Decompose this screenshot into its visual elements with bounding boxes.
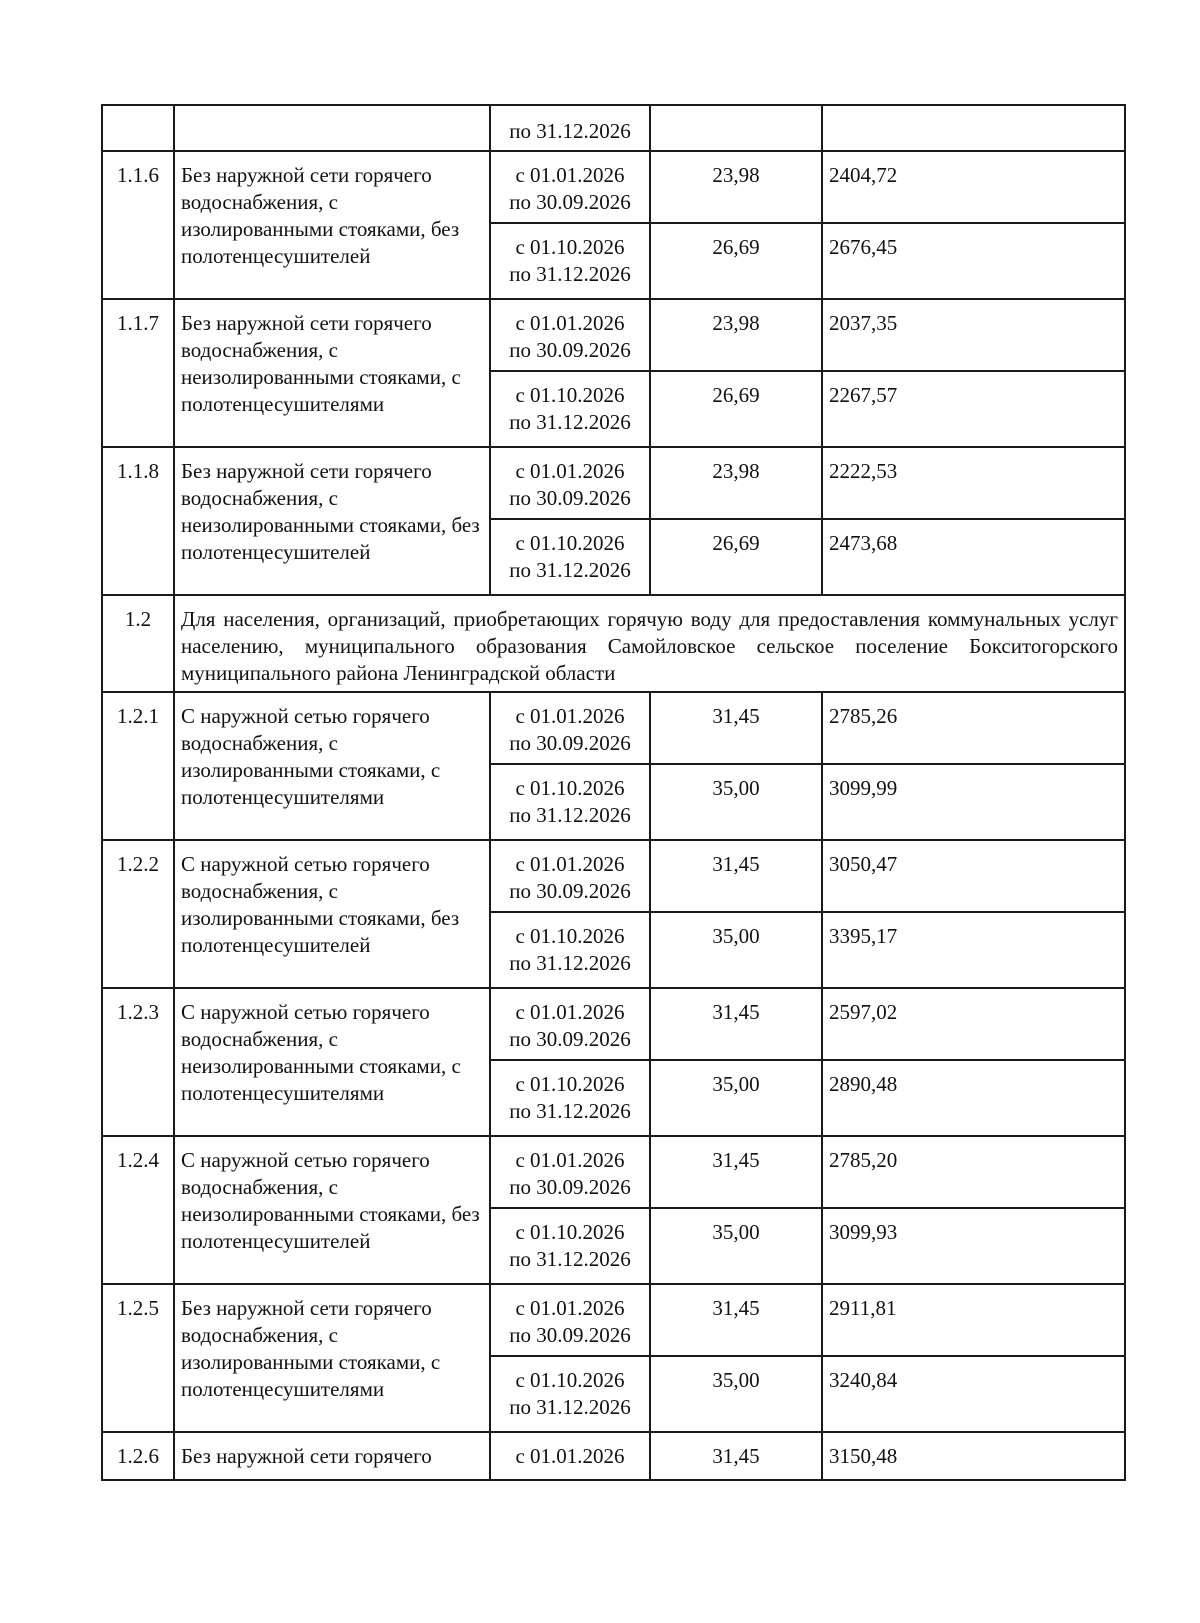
payment-value: 3050,47 <box>822 840 1125 912</box>
section-row <box>102 595 1125 692</box>
tariff-value: 31,45 <box>650 692 822 764</box>
period-from: с 01.10.2026 <box>515 1220 625 1244</box>
payment-value: 2473,68 <box>822 519 1125 595</box>
period-from: с 01.01.2026 <box>515 852 625 876</box>
period-cell <box>490 1432 650 1480</box>
period-to: по 30.09.2026 <box>509 1175 631 1199</box>
payment-value: 2890,48 <box>822 1060 1125 1136</box>
payment-value: 2676,45 <box>822 223 1125 299</box>
period-to: по 30.09.2026 <box>509 1323 631 1347</box>
period-from: с 01.01.2026 <box>515 1148 625 1172</box>
item-description: С наружной сетью горячего водоснабжения, с изолированными стояками, с полотенцесушителями <box>174 692 490 840</box>
item-number: 1.2.1 <box>102 692 174 840</box>
period-to: по 30.09.2026 <box>509 190 631 214</box>
payment-value: 2404,72 <box>822 151 1125 223</box>
item-number <box>102 105 174 151</box>
payment-value: 3240,84 <box>822 1356 1125 1432</box>
section-title: Для населения, организаций, приобретающих горячую воду для предоставления коммунальных услуг населению, муниципального образования Самойловское сельское поселение Бокситогорского муниципального района Ленинградской области <box>174 595 1125 692</box>
item-number: 1.2.4 <box>102 1136 174 1284</box>
table-row <box>102 988 1125 1060</box>
table-row <box>102 299 1125 371</box>
period-from: с 01.10.2026 <box>515 776 625 800</box>
payment-value: 2911,81 <box>822 1284 1125 1356</box>
period-from: с 01.01.2026 <box>515 704 625 728</box>
tariff-value: 31,45 <box>650 840 822 912</box>
period-cell <box>490 840 650 912</box>
item-description: Без наружной сети горячего <box>174 1432 490 1480</box>
tariff-value: 26,69 <box>650 223 822 299</box>
item-number: 1.2.3 <box>102 988 174 1136</box>
period-cell <box>490 988 650 1060</box>
period-to: по 31.12.2026 <box>509 558 631 582</box>
table-row <box>102 447 1125 519</box>
table-row <box>102 1136 1125 1208</box>
tariff-value: 31,45 <box>650 1136 822 1208</box>
period-to: по 31.12.2026 <box>509 803 631 827</box>
payment-value: 3099,99 <box>822 764 1125 840</box>
item-description: С наружной сетью горячего водоснабжения, с изолированными стояками, без полотенцесушителей <box>174 840 490 988</box>
period-cell <box>490 1284 650 1356</box>
period-to: по 31.12.2026 <box>509 951 631 975</box>
period-from: с 01.10.2026 <box>515 1072 625 1096</box>
tariff-value: 23,98 <box>650 151 822 223</box>
payment-value: 2037,35 <box>822 299 1125 371</box>
item-description: С наружной сетью горячего водоснабжения, с неизолированными стояками, с полотенцесушителями <box>174 988 490 1136</box>
period-from: с 01.01.2026 <box>515 459 625 483</box>
period-to: по 31.12.2026 <box>509 1395 631 1419</box>
payment-value: 3099,93 <box>822 1208 1125 1284</box>
period-cell <box>490 299 650 371</box>
period-to: по 30.09.2026 <box>509 731 631 755</box>
tariff-value: 35,00 <box>650 1208 822 1284</box>
period-from: с 01.01.2026 <box>515 163 625 187</box>
period-to: по 30.09.2026 <box>509 338 631 362</box>
period-from: с 01.01.2026 <box>515 311 625 335</box>
period-to: по 30.09.2026 <box>509 1027 631 1051</box>
period-cell <box>490 447 650 519</box>
item-description: Без наружной сети горячего водоснабжения, с неизолированными стояками, без полотенцесушителей <box>174 447 490 595</box>
tariff-table-body-b <box>102 692 1125 1480</box>
period-to: по 31.12.2026 <box>509 119 631 143</box>
tariff-value: 23,98 <box>650 299 822 371</box>
period-cell <box>490 1136 650 1208</box>
tariff-table-section <box>102 595 1125 692</box>
item-number: 1.1.7 <box>102 299 174 447</box>
period-from: с 01.10.2026 <box>515 383 625 407</box>
tariff-table <box>101 104 1126 1481</box>
period-from: с 01.10.2026 <box>515 924 625 948</box>
item-number: 1.2.5 <box>102 1284 174 1432</box>
period-cell <box>490 223 650 299</box>
period-cell <box>490 1356 650 1432</box>
item-description: Без наружной сети горячего водоснабжения, с изолированными стояками, без полотенцесушителей <box>174 151 490 299</box>
payment-value: 2785,26 <box>822 692 1125 764</box>
tariff-value: 35,00 <box>650 764 822 840</box>
tariff-value <box>650 105 822 151</box>
item-number: 1.1.8 <box>102 447 174 595</box>
tariff-value: 26,69 <box>650 519 822 595</box>
period-cell <box>490 692 650 764</box>
period-to: по 30.09.2026 <box>509 879 631 903</box>
tariff-value: 35,00 <box>650 1060 822 1136</box>
period-cell <box>490 764 650 840</box>
period-to: по 31.12.2026 <box>509 1099 631 1123</box>
period-cell <box>490 151 650 223</box>
period-cell <box>490 1060 650 1136</box>
section-number: 1.2 <box>102 595 174 692</box>
payment-value: 3150,48 <box>822 1432 1125 1480</box>
period-from: с 01.10.2026 <box>515 531 625 555</box>
tariff-value: 35,00 <box>650 1356 822 1432</box>
payment-value <box>822 105 1125 151</box>
period-cell <box>490 105 650 151</box>
item-number: 1.2.6 <box>102 1432 174 1480</box>
tariff-table-body-a <box>102 105 1125 595</box>
table-row <box>102 692 1125 764</box>
period-cell <box>490 912 650 988</box>
tariff-value: 31,45 <box>650 1432 822 1480</box>
period-from: с 01.01.2026 <box>515 1296 625 1320</box>
period-from: с 01.10.2026 <box>515 1368 625 1392</box>
item-description: Без наружной сети горячего водоснабжения, с неизолированными стояками, с полотенцесушителями <box>174 299 490 447</box>
payment-value: 2785,20 <box>822 1136 1125 1208</box>
table-row <box>102 840 1125 912</box>
period-cell <box>490 519 650 595</box>
tariff-value: 31,45 <box>650 1284 822 1356</box>
payment-value: 3395,17 <box>822 912 1125 988</box>
period-to: по 31.12.2026 <box>509 1247 631 1271</box>
continuation-row <box>102 105 1125 151</box>
item-description: С наружной сетью горячего водоснабжения, с неизолированными стояками, без полотенцесушителей <box>174 1136 490 1284</box>
table-row <box>102 1284 1125 1356</box>
period-to: по 30.09.2026 <box>509 486 631 510</box>
period-to: по 31.12.2026 <box>509 410 631 434</box>
item-number: 1.1.6 <box>102 151 174 299</box>
tariff-value: 26,69 <box>650 371 822 447</box>
tariff-value: 35,00 <box>650 912 822 988</box>
period-cell <box>490 1208 650 1284</box>
payment-value: 2222,53 <box>822 447 1125 519</box>
period-cell <box>490 371 650 447</box>
item-description <box>174 105 490 151</box>
period-from: с 01.01.2026 <box>515 1444 625 1468</box>
period-to: по 31.12.2026 <box>509 262 631 286</box>
payment-value: 2597,02 <box>822 988 1125 1060</box>
tariff-value: 23,98 <box>650 447 822 519</box>
table-row <box>102 1432 1125 1480</box>
item-number: 1.2.2 <box>102 840 174 988</box>
payment-value: 2267,57 <box>822 371 1125 447</box>
table-row <box>102 151 1125 223</box>
period-from: с 01.10.2026 <box>515 235 625 259</box>
tariff-value: 31,45 <box>650 988 822 1060</box>
item-description: Без наружной сети горячего водоснабжения, с изолированными стояками, с полотенцесушителями <box>174 1284 490 1432</box>
period-from: с 01.01.2026 <box>515 1000 625 1024</box>
